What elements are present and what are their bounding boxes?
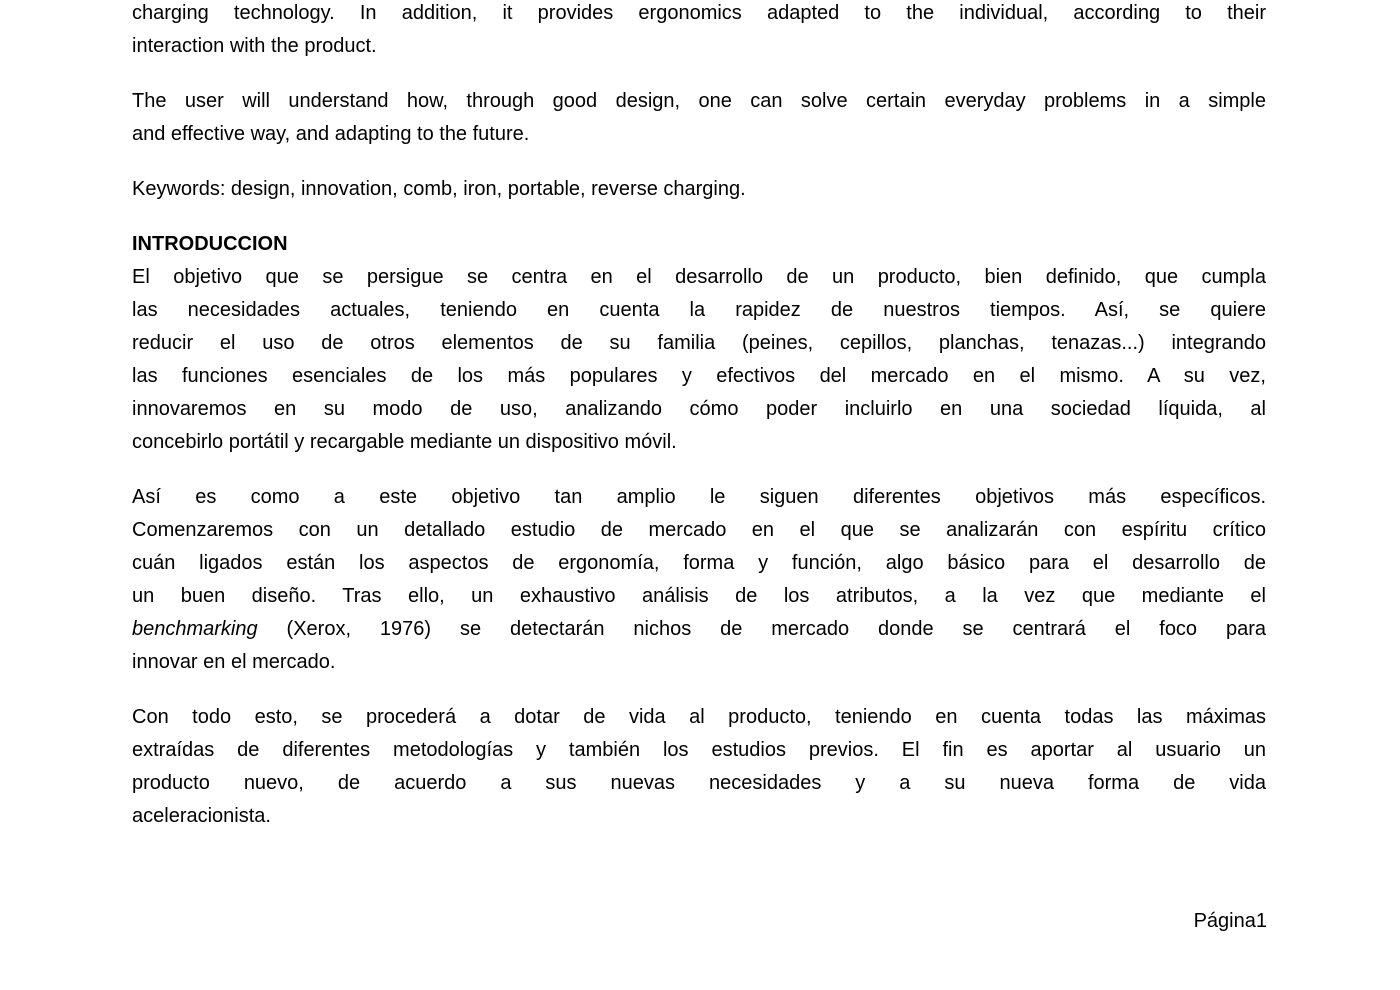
document-body [132,0,1266,855]
text-line: charging technology. In addition, it provides ergonomics adapted to the individual, according to their [132,2,1266,24]
text-line: innovar en el mercado. [132,651,336,673]
text-line: las funciones esenciales de los más populares y efectivos del mercado en el mismo. A su vez, [132,365,1266,387]
italic-term-benchmarking: benchmarking [132,618,287,640]
text-line: reducir el uso de otros elementos de su familia (peines, cepillos, planchas, tenazas...) integrando [132,332,1266,354]
section-heading-introduccion: INTRODUCCION [132,233,288,255]
page-number: Página1 [1193,910,1267,932]
text-line: Comenzaremos con un detallado estudio de mercado en el que se analizarán con espíritu crítico [132,519,1266,541]
text-run: (Xerox, 1976) se detectarán nichos de mercado donde se centrará el foco para [286,618,1266,640]
paragraph-user-understanding [132,85,1266,151]
text-line: aceleracionista. [132,805,271,827]
text-line: extraídas de diferentes metodologías y también los estudios previos. El fin es aportar al usuario un [132,739,1266,761]
paragraph-objetivo [132,261,1266,459]
text-line: cuán ligados están los aspectos de ergonomía, forma y función, algo básico para el desarrollo de [132,552,1266,574]
text-line-with-italic [132,613,1266,646]
paragraph-objetivos-especificos [132,481,1266,679]
text-line: Así es como a este objetivo tan amplio le siguen diferentes objetivos más específicos. [132,486,1266,508]
paragraph-keywords [132,173,1266,206]
text-line: las necesidades actuales, teniendo en cuenta la rapidez de nuestros tiempos. Así, se quiere [132,299,1266,321]
text-line: El objetivo que se persigue se centra en el desarrollo de un producto, bien definido, que cumpla [132,266,1266,288]
text-line: The user will understand how, through good design, one can solve certain everyday problems in a simple [132,90,1266,112]
text-line: concebirlo portátil y recargable mediante un dispositivo móvil. [132,431,677,453]
text-line: un buen diseño. Tras ello, un exhaustivo análisis de los atributos, a la vez que mediante el [132,585,1266,607]
text-line: innovaremos en su modo de uso, analizando cómo poder incluirlo en una sociedad líquida, al [132,398,1266,420]
keywords-line: Keywords: design, innovation, comb, iron, portable, reverse charging. [132,178,746,200]
text-line: producto nuevo, de acuerdo a sus nuevas necesidades y a su nueva forma de vida [132,772,1266,794]
paragraph-con-todo-esto [132,701,1266,833]
text-line: and effective way, and adapting to the future. [132,123,530,145]
text-line: Con todo esto, se procederá a dotar de vida al producto, teniendo en cuenta todas las máximas [132,706,1266,728]
paragraph-abstract-continuation [132,0,1266,63]
text-line: interaction with the product. [132,35,377,57]
